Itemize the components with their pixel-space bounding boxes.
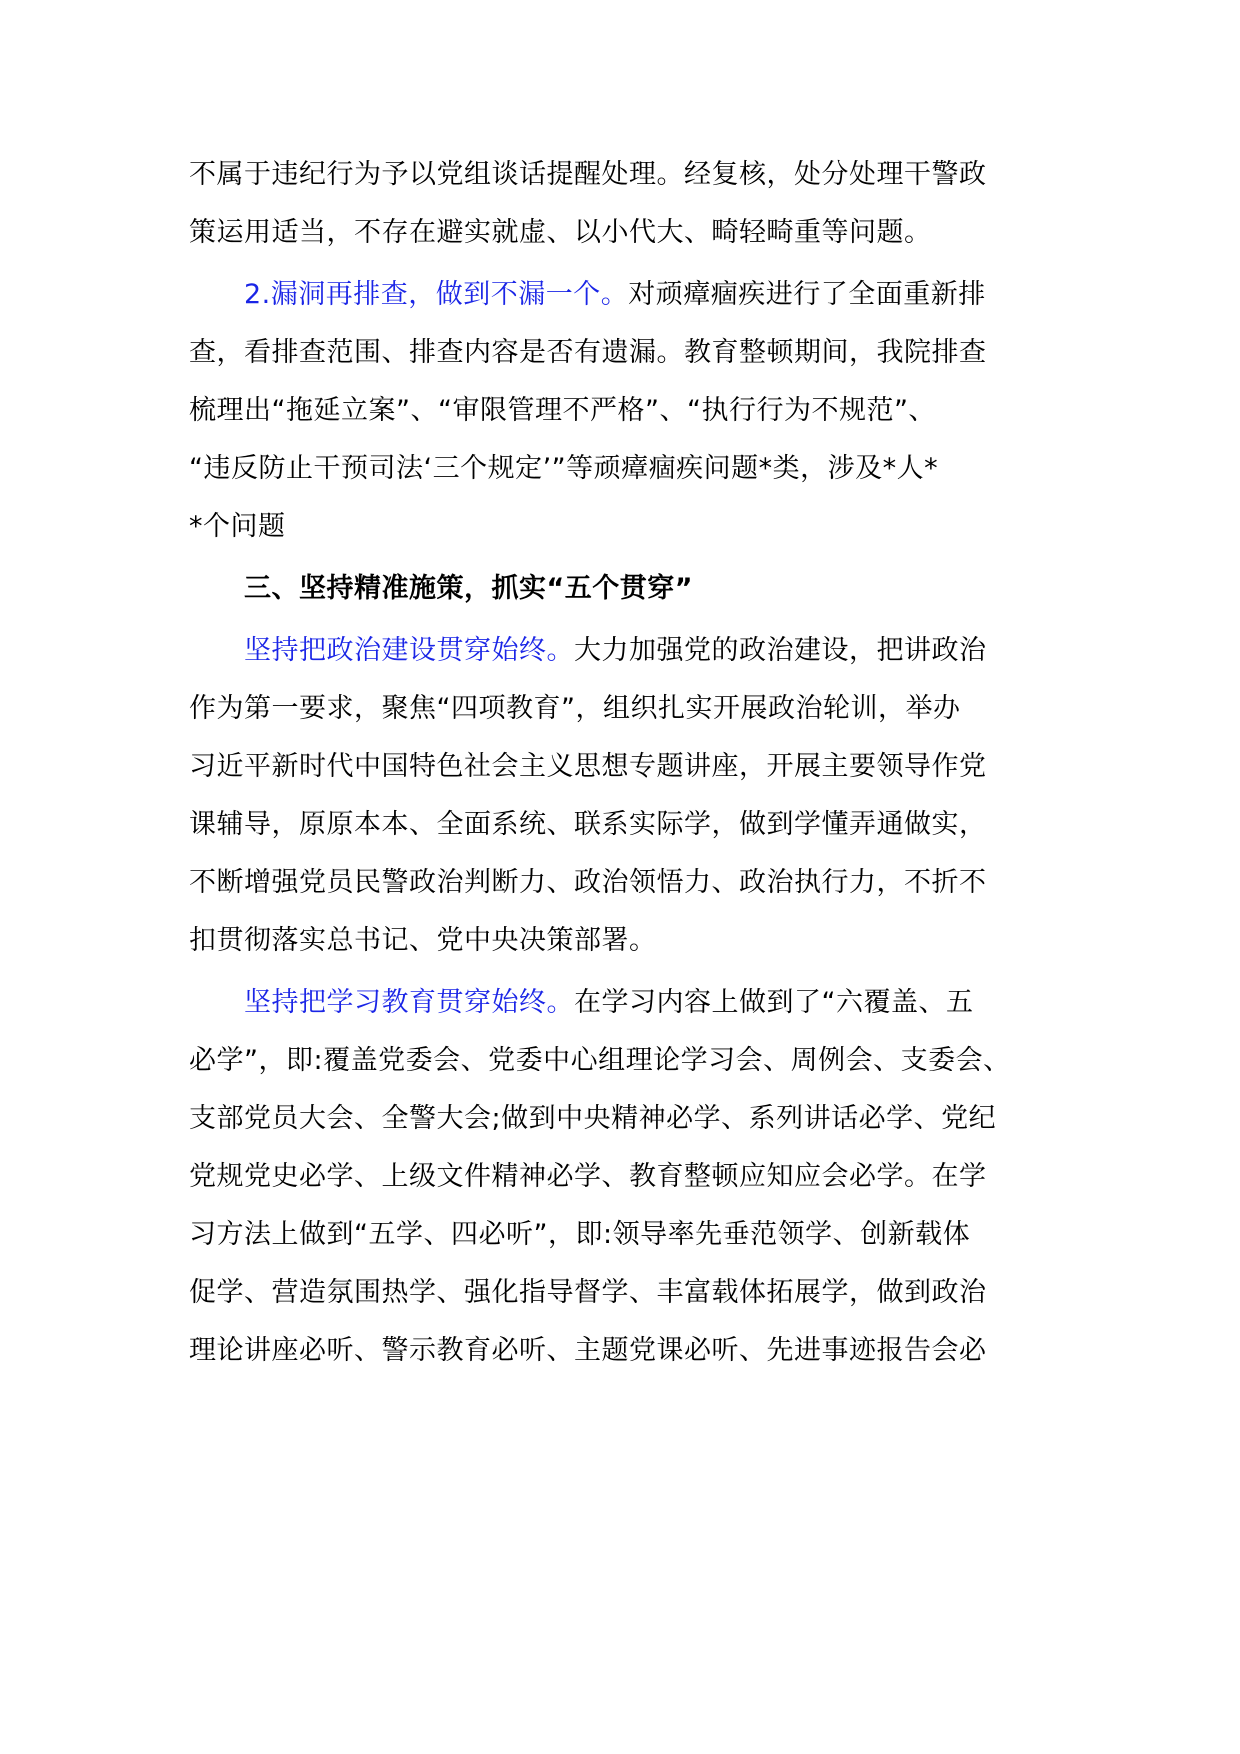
paragraph-3-line-5: 不断增强党员民警政治判断力、政治领悟力、政治执行力，不折不 [189,867,987,898]
paragraph-2-line-3: 梳理出“拖延立案”、“审限管理不严格”、“执行行为不规范”、 [189,395,936,426]
paragraph-1-line-2: 策运用适当，不存在避实就虚、以小代大、畸轻畸重等问题。 [189,217,932,248]
paragraph-3-line-3: 习近平新时代中国特色社会主义思想专题讲座，开展主要领导作党 [189,751,987,782]
paragraph-4-lead: 坚持把学习教育贯穿始终。 [244,987,574,1018]
paragraph-2-line-2: 查，看排查范围、排查内容是否有遗漏。教育整顿期间，我院排查 [189,337,987,368]
paragraph-1-line-1: 不属于违纪行为予以党组谈话提醒处理。经复核，处分处理干警政 [189,159,987,190]
paragraph-3-line-1 [244,634,987,668]
paragraph-3-lead: 坚持把政治建设贯穿始终。 [244,635,574,666]
paragraph-3-line-1-rest: 大力加强党的政治建设，把讲政治 [574,635,987,666]
paragraph-4-line-4: 党规党史必学、上级文件精神必学、教育整顿应知应会必学。在学 [189,1161,987,1192]
paragraph-3-line-6: 扣贯彻落实总书记、党中央决策部署。 [189,925,657,956]
paragraph-2-line-1 [244,278,986,312]
paragraph-4-line-6: 促学、营造氛围热学、强化指导督学、丰富载体拓展学，做到政治 [189,1277,987,1308]
paragraph-4-line-3: 支部党员大会、全警大会;做到中央精神必学、系列讲话必学、党纪 [189,1103,997,1134]
paragraph-4-line-7: 理论讲座必听、警示教育必听、主题党课必听、先进事迹报告会必 [189,1335,987,1366]
paragraph-3-line-4: 课辅导，原原本本、全面系统、联系实际学，做到学懂弄通做实， [189,809,987,840]
paragraph-4-line-1-rest: 在学习内容上做到了“六覆盖、五 [574,987,974,1018]
paragraph-4-line-5: 习方法上做到“五学、四必听”，即:领导率先垂范领学、创新载体 [189,1219,971,1250]
paragraph-4-line-2: 必学”，即:覆盖党委会、党委中心组理论学习会、周例会、支委会、 [189,1045,1011,1076]
paragraph-2-line-4: “违反防止干预司法‘三个规定’”等顽瘴痼疾问题*类，涉及*人* [189,453,939,484]
paragraph-3-line-2: 作为第一要求，聚焦“四项教育”，组织扎实开展政治轮训，举办 [189,693,961,724]
paragraph-2-lead: 2.漏洞再排查，做到不漏一个。 [244,279,629,310]
paragraph-4-line-1 [244,986,974,1020]
paragraph-2-line-5: *个问题 [189,511,286,542]
section-heading: 三、坚持精准施策，抓实“五个贯穿” [244,573,693,604]
paragraph-2-line-1-rest: 对顽瘴痼疾进行了全面重新排 [628,279,986,310]
